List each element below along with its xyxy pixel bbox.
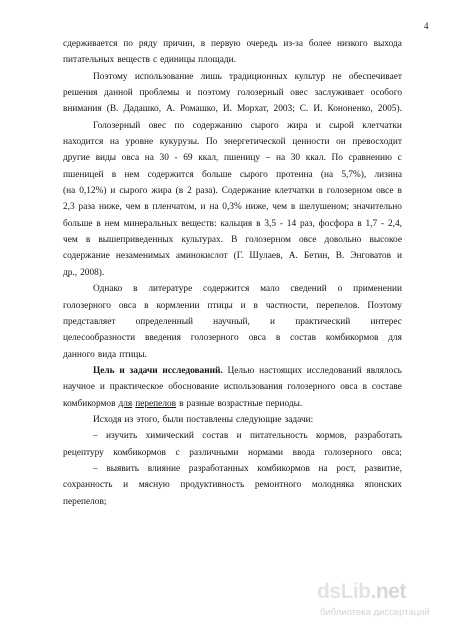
text-line: рецептуру комбикормов с различными нормами ввода голозерного овса; xyxy=(63,447,402,458)
text-line: научное и практическое обоснование использования голозерного овса в составе xyxy=(63,382,402,393)
watermark-brand: dsLib.net xyxy=(317,580,406,603)
document-body xyxy=(63,36,402,510)
text-line: перепелов; xyxy=(63,496,107,507)
page-number: 4 xyxy=(424,21,429,31)
text-line: находится на уровне кукурузы. По энергетической ценности он превосходит xyxy=(63,137,402,148)
watermark-tagline: библиотека диссертаций xyxy=(320,607,430,618)
text-line: больше в нем минеральных веществ: кальция в 3,5 - 14 раз, фосфора в 1,7 - 2,4, xyxy=(63,218,402,229)
text-line: пшеницей в нем содержится больше сырого протеина (на 5,7%), лизина xyxy=(63,169,402,180)
text-line: питательных веществ с единицы площади. xyxy=(63,55,236,66)
text-line: содержание незаменимых аминокислот (Г. Шулаев, А. Бетин, В. Энговатов и xyxy=(63,251,402,262)
text-line: – выявить влияние разработанных комбикормов на рост, развитие, xyxy=(93,463,402,474)
text-line: представляет определенный научный, и практический интерес xyxy=(63,316,402,327)
text-line: голозерного овса в кормлении птицы и в частности, перепелов. Поэтому xyxy=(63,300,402,311)
text-line: внимания (В. Дадашко, А. Ромашко, И. Морхат, 2003; С. И. Кононенко, 2005). xyxy=(63,104,402,115)
text-line: решения данной проблемы и поэтому голозерный овес заслуживает особого xyxy=(63,88,402,99)
text-line: Голозерный овес по содержанию сырого жира и сырой клетчатки xyxy=(93,120,402,131)
text-line: (на 0,12%) и сырого жира (в 2 раза). Содержание клетчатки в голозерном овсе в xyxy=(63,186,402,197)
text-line: данного вида птицы. xyxy=(63,349,147,360)
text-line: 2,3 раза ниже, чем в пленчатом, и на 0,3% ниже, чем в шелушеном; значительно xyxy=(63,202,402,213)
text-line: др., 2008). xyxy=(63,267,105,278)
text-line: сохранность и мясную продуктивность ремонтного молодняка японских xyxy=(63,480,402,491)
text-line: Однако в литературе содержится мало сведений о применении xyxy=(93,284,402,295)
text-line: чем в вышеприведенных культурах. В голозерном овсе довольно высокое xyxy=(63,235,402,246)
text-line: Поэтому использование лишь традиционных культур не обеспечивает xyxy=(93,71,402,82)
text-line: сдерживается по ряду причин, в первую очередь из-за более низкого выхода xyxy=(63,39,402,49)
text-line: Цель и задачи исследований. Целью настоящих исследований являлось xyxy=(93,365,402,376)
text-line: – изучить химический состав и питательность кормов, разработать xyxy=(93,431,402,442)
text-line: Исходя из этого, были поставлены следующие задачи: xyxy=(93,414,314,425)
text-line: другие виды овса на 30 - 69 ккал, пшеницу – на 30 ккал. По сравнению с xyxy=(63,153,402,164)
text-line: целесообразности введения голозерного овса в состав комбикормов для xyxy=(63,333,402,344)
watermark-logo xyxy=(317,580,442,620)
text-line: комбикормов для перепелов в разные возрастные периоды. xyxy=(63,398,303,409)
